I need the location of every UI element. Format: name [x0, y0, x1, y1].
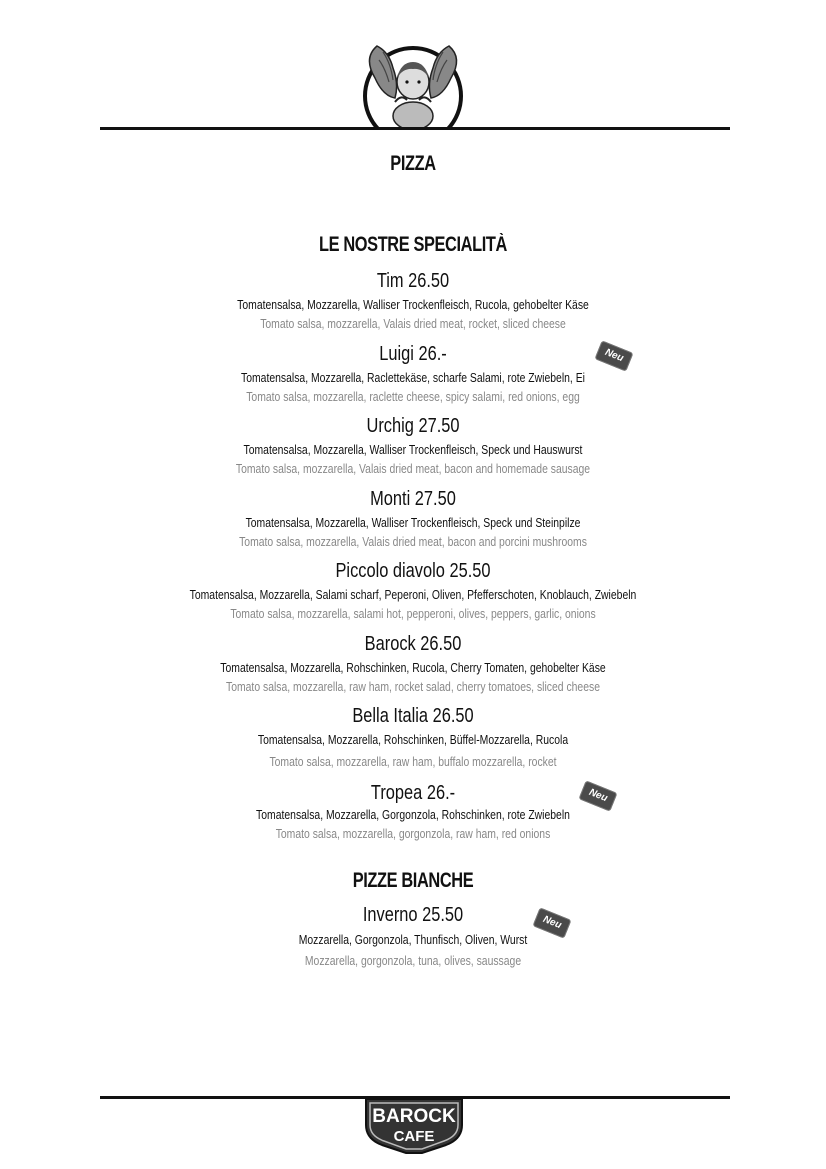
bianche-title: PIZZE BIANCHE — [352, 869, 474, 892]
pizza-ingredients-de: Tomatensalsa, Mozzarella, Walliser Trockenfleisch, Speck und Hauswurst — [243, 442, 583, 457]
pizza-ingredients-en: Tomato salsa, mozzarella, raw ham, rocket salad, cherry tomatoes, sliced cheese — [226, 679, 600, 694]
pizza-ingredients-de: Tomatensalsa, Mozzarella, Raclettekäse, scharfe Salami, rote Zwiebeln, Ei — [241, 370, 585, 385]
logo-line1: BAROCK — [372, 1106, 456, 1127]
pizza-ingredients-en: Tomato salsa, mozzarella, Valais dried meat, bacon and porcini mushrooms — [239, 534, 587, 549]
specialities-title: LE NOSTRE SPECIALITÀ — [319, 233, 507, 256]
logo-line2: CAFE — [393, 1128, 435, 1145]
pizza-ingredients-en: Tomato salsa, mozzarella, gorgonzola, raw ham, red onions — [275, 826, 551, 841]
pizza-name: Bella Italia 26.50 — [352, 705, 474, 727]
pizza-ingredients-en: Tomato salsa, mozzarella, raw ham, buffalo mozzarella, rocket — [269, 754, 557, 769]
pizza-name: Barock 26.50 — [364, 633, 462, 655]
pizza-name: Tropea 26.- — [370, 782, 456, 804]
new-badge: Neu — [594, 340, 633, 371]
barock-cafe-logo-icon — [362, 1095, 466, 1155]
pizza-name: Luigi 26.- — [379, 343, 447, 365]
pizza-ingredients-en: Tomato salsa, mozzarella, Valais dried meat, bacon and homemade sausage — [235, 461, 591, 476]
pizza-name: Tim 26.50 — [376, 270, 450, 292]
pizza-ingredients-en: Tomato salsa, mozzarella, Valais dried meat, rocket, sliced cheese — [260, 316, 566, 331]
pizza-ingredients-de: Tomatensalsa, Mozzarella, Walliser Trockenfleisch, Rucola, gehobelter Käse — [237, 297, 589, 312]
pizza-ingredients-en: Tomato salsa, mozzarella, salami hot, pepperoni, olives, peppers, garlic, onions — [230, 606, 596, 621]
pizza-name: Inverno 25.50 — [362, 904, 464, 926]
pizza-ingredients-en: Tomato salsa, mozzarella, raclette cheese, spicy salami, red onions, egg — [246, 389, 580, 404]
pizza-name: Monti 27.50 — [370, 488, 456, 510]
new-badge: Neu — [578, 780, 617, 811]
pizza-ingredients-de: Tomatensalsa, Mozzarella, Rohschinken, Rucola, Cherry Tomaten, gehobelter Käse — [220, 660, 606, 675]
pizza-ingredients-en: Mozzarella, gorgonzola, tuna, olives, saussage — [304, 953, 522, 968]
section-title: PIZZA — [390, 152, 436, 175]
pizza-ingredients-de: Tomatensalsa, Mozzarella, Gorgonzola, Rohschinken, rote Zwiebeln — [256, 807, 570, 822]
pizza-name: Piccolo diavolo 25.50 — [335, 560, 491, 582]
angel-logo-icon — [355, 38, 471, 130]
new-badge: Neu — [532, 907, 571, 938]
pizza-ingredients-de: Tomatensalsa, Mozzarella, Salami scharf, Peperoni, Oliven, Pfefferschoten, Knoblauch, Zwiebeln — [189, 587, 637, 602]
pizza-name: Urchig 27.50 — [366, 415, 460, 437]
pizza-ingredients-de: Tomatensalsa, Mozzarella, Rohschinken, Büffel-Mozzarella, Rucola — [257, 732, 569, 747]
pizza-ingredients-de: Mozzarella, Gorgonzola, Thunfisch, Oliven, Wurst — [298, 932, 528, 947]
pizza-ingredients-de: Tomatensalsa, Mozzarella, Walliser Trockenfleisch, Speck und Steinpilze — [245, 515, 581, 530]
top-divider — [100, 127, 730, 130]
